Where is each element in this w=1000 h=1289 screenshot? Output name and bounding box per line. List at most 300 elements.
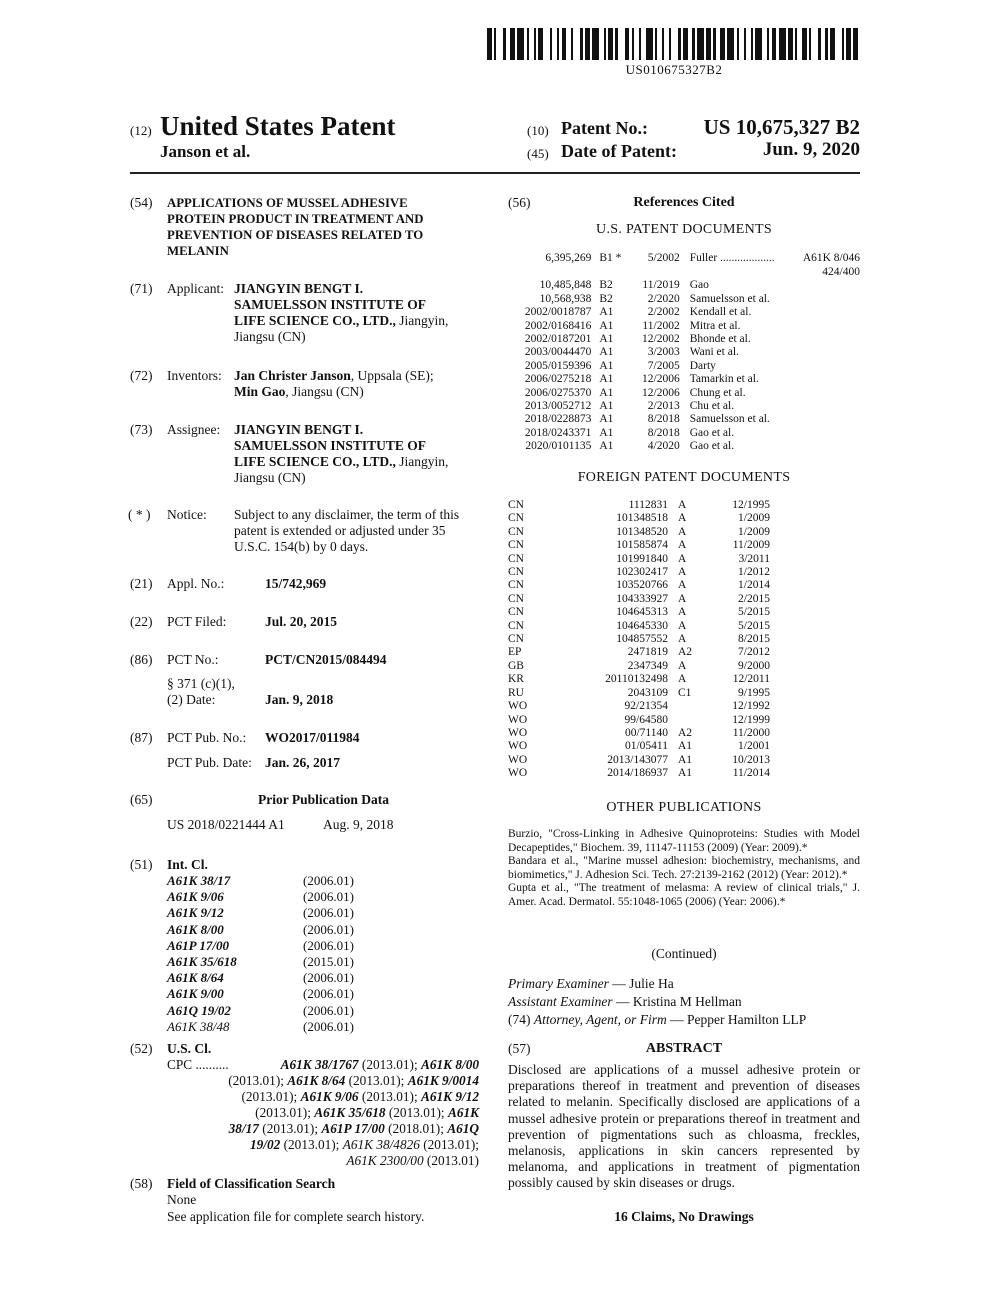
- cpc-code: A61K 35/618: [314, 1105, 386, 1120]
- us-reference-name: Bhonde et al.: [689, 333, 751, 346]
- int-cl-version: (2006.01): [303, 905, 354, 921]
- cpc-version: (2013.01);: [358, 1057, 421, 1072]
- date-of-patent: Jun. 9, 2020: [762, 139, 860, 160]
- foreign-reference-date: 11/2000: [732, 726, 770, 739]
- field-58-code: (58): [130, 1176, 153, 1191]
- foreign-reference-number: 103520766: [616, 579, 668, 592]
- int-cl-version: (2006.01): [303, 1018, 354, 1034]
- field-72-code: (72): [130, 368, 153, 383]
- pct-no-label: PCT No.:: [167, 652, 219, 667]
- foreign-reference-kind: A: [678, 606, 687, 619]
- applicant-city: Jiangyin,: [395, 313, 449, 328]
- cpc-version: (2013.01): [423, 1153, 479, 1168]
- assistant-examiner-name: — Kristina M Hellman: [612, 994, 742, 1009]
- foreign-reference-date: 9/2000: [738, 659, 770, 672]
- date-of-patent-label: Date of Patent:: [561, 141, 677, 161]
- barcode-bar: [755, 28, 762, 60]
- applicant-value: [234, 281, 448, 345]
- barcode-bar: [592, 28, 599, 60]
- us-reference-date: [631, 265, 680, 279]
- cpc-classification: [167, 1057, 479, 1169]
- foreign-reference-kind: A1: [678, 767, 693, 780]
- cpc-code: A61K 9/0014: [407, 1073, 479, 1088]
- barcode-bar: [727, 28, 734, 60]
- us-reference-kind: A1: [599, 426, 614, 439]
- us-reference-no: 2003/0044470: [524, 346, 592, 359]
- us-reference-kind: A1: [599, 386, 614, 399]
- int-cl-row: [167, 922, 354, 938]
- cpc-code: A61K 38/1767: [280, 1057, 359, 1072]
- us-reference-name: Fuller ...................: [689, 252, 775, 264]
- us-reference-row: [508, 306, 860, 319]
- foreign-reference-date: 12/1992: [732, 700, 770, 713]
- foreign-reference-row: [508, 579, 770, 592]
- foreign-reference-country: CN: [508, 552, 524, 565]
- foreign-reference-number: 1112831: [628, 499, 668, 511]
- notice-line: Subject to any disclaimer, the term of this: [234, 507, 460, 522]
- us-reference-kind: [591, 265, 630, 279]
- code-45: (45): [527, 146, 549, 161]
- field-51-code: (51): [130, 857, 153, 872]
- us-reference-kind: B2: [599, 292, 613, 305]
- us-reference-no: 2018/0243371: [524, 426, 592, 439]
- barcode-bar: [517, 28, 524, 60]
- invention-title-line: PREVENTION OF DISEASES RELATED TO: [167, 228, 424, 242]
- foreign-reference-kind: A2: [678, 726, 693, 739]
- barcode-bar: [646, 28, 653, 60]
- assignee-label: Assignee:: [167, 422, 221, 437]
- applicant-name-line: JIANGYIN BENGT I.: [234, 281, 364, 296]
- us-reference-cls: [802, 387, 860, 400]
- cpc-code: A61K 2300/00: [346, 1153, 424, 1168]
- us-reference-row: [508, 333, 860, 346]
- foreign-reference-number: 2471819: [627, 646, 668, 659]
- int-cl-row: [167, 954, 354, 970]
- int-cl-row: [167, 889, 354, 905]
- primary-examiner-label: Primary Examiner: [508, 976, 609, 991]
- us-reference-cls: [802, 373, 860, 386]
- foreign-reference-date: 3/2011: [738, 552, 770, 565]
- assignee-city: Jiangyin,: [395, 454, 449, 469]
- us-reference-row: [508, 252, 860, 265]
- foreign-reference-country: CN: [508, 566, 524, 579]
- barcode-number: US010675327B2: [625, 62, 723, 77]
- field-of-search-label: Field of Classification Search: [167, 1176, 336, 1191]
- foreign-reference-kind: A2: [678, 646, 693, 659]
- pct-filed: Jul. 20, 2015: [265, 614, 338, 629]
- us-reference-no: 2018/0228873: [524, 413, 592, 426]
- us-cl-label: U.S. Cl.: [167, 1041, 212, 1056]
- foreign-reference-kind: A: [678, 539, 687, 552]
- cpc-version: (2013.01);: [385, 1105, 448, 1120]
- us-reference-cls: [802, 346, 860, 359]
- foreign-reference-kind: A: [678, 673, 687, 686]
- applicant-name-line: LIFE SCIENCE CO., LTD.,: [234, 313, 396, 328]
- foreign-reference-number: 2014/186937: [607, 767, 668, 780]
- us-reference-date: 3/2003: [647, 346, 680, 359]
- cpc-code: A61P 17/00: [321, 1121, 385, 1136]
- header-rule: [130, 172, 860, 174]
- us-reference-row: [508, 265, 860, 279]
- foreign-reference-kind: A: [678, 619, 687, 632]
- int-cl-row: [167, 970, 354, 986]
- foreign-reference-number: 104645330: [616, 619, 668, 632]
- foreign-reference-row: [508, 633, 770, 646]
- foreign-reference-kind: A1: [678, 753, 693, 766]
- barcode-bar: [618, 28, 625, 60]
- foreign-reference-date: 1/2012: [738, 566, 770, 579]
- us-reference-name: Samuelsson et al.: [689, 292, 770, 305]
- assignee-name-line: JIANGYIN BENGT I.: [234, 422, 364, 437]
- us-reference-kind: B2: [599, 279, 613, 292]
- int-cl-version: (2006.01): [303, 889, 354, 905]
- primary-examiner: [508, 976, 674, 992]
- inventor-location: , Jiangsu (CN): [285, 384, 364, 399]
- foreign-reference-kind: A: [678, 579, 687, 592]
- cpc-code: A61K 9/06: [300, 1089, 359, 1104]
- foreign-reference-country: WO: [508, 713, 528, 726]
- other-publication: Gupta et al., "The treatment of melasma: A review of clinical trials," J. Amer. Acad. Dermatol. 55:1048-1065 (2006) (Year: 2006).*: [508, 882, 860, 908]
- foreign-reference-country: CN: [508, 592, 524, 605]
- cpc-version: (2013.01);: [280, 1137, 343, 1152]
- foreign-reference-row: [508, 593, 770, 606]
- foreign-reference-date: 8/2015: [738, 633, 770, 646]
- us-reference-no: 10,485,848: [539, 279, 592, 292]
- foreign-reference-kind: A: [678, 592, 687, 605]
- notice-text: [234, 507, 480, 555]
- field-54-code: (54): [130, 195, 153, 210]
- foreign-reference-number: 101348520: [616, 525, 668, 538]
- pct-pub-no: WO2017/011984: [265, 730, 360, 745]
- field-71-code: (71): [130, 281, 153, 296]
- foreign-reference-row: [508, 620, 770, 633]
- foreign-reference-date: 12/1999: [732, 713, 770, 726]
- foreign-reference-row: [508, 673, 770, 686]
- foreign-reference-number: 104857552: [616, 633, 668, 646]
- foreign-reference-number: 101585874: [616, 539, 668, 552]
- us-reference-row: [508, 320, 860, 333]
- other-publications: [508, 828, 860, 909]
- int-cl-code: A61K 38/17: [167, 873, 231, 888]
- foreign-reference-date: 10/2013: [732, 753, 770, 766]
- foreign-reference-number: 01/05411: [624, 740, 668, 753]
- attorney-code: (74): [508, 1012, 531, 1027]
- foreign-reference-country: CN: [508, 606, 524, 619]
- barcode-bar: [858, 28, 860, 60]
- us-reference-no: 2020/0101135: [525, 440, 592, 453]
- foreign-reference-row: [508, 687, 770, 700]
- cpc-version: (2013.01);: [345, 1073, 408, 1088]
- us-reference-cls: A61K 8/046: [802, 252, 860, 264]
- attorney: [508, 1012, 806, 1028]
- foreign-reference-country: EP: [508, 646, 522, 659]
- inventor-name: Jan Christer Janson: [234, 368, 351, 383]
- us-reference-row: [508, 440, 860, 453]
- foreign-reference-number: 101991840: [616, 552, 668, 565]
- cpc-version: (2013.01);: [228, 1073, 288, 1088]
- abstract-title: ABSTRACT: [645, 1041, 723, 1056]
- us-reference-row: [508, 360, 860, 373]
- us-reference-cls: [802, 360, 860, 373]
- foreign-reference-number: 00/71140: [624, 726, 668, 739]
- prior-pub-date: Aug. 9, 2018: [323, 817, 394, 832]
- foreign-reference-country: GB: [508, 659, 524, 672]
- foreign-reference-number: 2013/143077: [607, 753, 668, 766]
- code-10: (10): [527, 123, 549, 138]
- int-cl-row: [167, 873, 354, 889]
- us-reference-row: [508, 346, 860, 359]
- field-65-code: (65): [130, 792, 153, 807]
- us-reference-cls: [802, 413, 860, 426]
- int-cl-version: (2006.01): [303, 937, 354, 953]
- appl-no-label: Appl. No.:: [167, 576, 225, 591]
- abstract-text: Disclosed are applications of a mussel adhesive protein or preparations thereof in treatment and prevention of diseases related to melanin. Specifically disclosed are applications of a mussel adhesive protein or preparations thereof in treatment and prevention of pigmentations such as chloasma, freckles, melanosis, applications in skin cancers represented by melanoma, and applications in treatment of pigmentation possibly caused by skin diseases or drugs.: [508, 1062, 860, 1191]
- cpc-code: A61K 8/00: [421, 1057, 479, 1072]
- notice-code: ( * ): [128, 507, 151, 522]
- us-reference-cls: 424/400: [822, 265, 860, 278]
- foreign-reference-date: 9/1995: [738, 686, 770, 699]
- barcode-bar: [671, 28, 678, 60]
- us-reference-row: [508, 373, 860, 386]
- us-patent-docs-title: U.S. PATENT DOCUMENTS: [596, 222, 772, 237]
- us-reference-no: 10,568,938: [539, 292, 592, 305]
- foreign-reference-date: 12/1995: [732, 499, 770, 511]
- field-86-code: (86): [130, 652, 153, 667]
- foreign-reference-date: 1/2009: [738, 525, 770, 538]
- us-reference-cls: [802, 440, 860, 453]
- us-reference-no: 2006/0275370: [524, 386, 592, 399]
- inventor-name: Min Gao: [234, 384, 286, 399]
- us-reference-no: [508, 265, 591, 279]
- foreign-reference-row: [508, 646, 770, 659]
- int-cl-version: (2006.01): [303, 970, 354, 986]
- int-cl-code: A61P 17/00: [167, 937, 229, 953]
- int-cl-label: Int. Cl.: [167, 857, 208, 872]
- field-57-code: (57): [508, 1041, 531, 1056]
- us-reference-name: [680, 265, 802, 279]
- foreign-reference-number: 102302417: [616, 566, 668, 579]
- field-73-code: (73): [130, 422, 153, 437]
- foreign-reference-row: [508, 727, 770, 740]
- us-reference-no: 6,395,269: [545, 252, 592, 264]
- cpc-version: (2013.01);: [258, 1121, 322, 1136]
- us-reference-row: [508, 279, 860, 292]
- us-reference-cls: [802, 306, 860, 319]
- us-reference-date: 2/2020: [647, 292, 680, 305]
- barcode-bar: [835, 28, 842, 60]
- kind-code-12: (12): [130, 123, 152, 138]
- foreign-reference-country: CN: [508, 525, 524, 538]
- us-reference-kind: A1: [599, 333, 614, 346]
- references-cited-title: References Cited: [633, 195, 735, 210]
- us-reference-name: Tamarkin et al.: [689, 373, 759, 386]
- us-reference-name: Wani et al.: [689, 346, 739, 359]
- foreign-reference-kind: A: [678, 512, 687, 525]
- foreign-reference-country: WO: [508, 753, 528, 766]
- foreign-reference-date: 11/2009: [732, 539, 770, 552]
- foreign-reference-country: WO: [508, 740, 528, 753]
- assignee-value: [234, 422, 448, 486]
- us-reference-date: 5/2002: [647, 252, 680, 264]
- field-of-search-note: See application file for complete search history.: [167, 1209, 425, 1224]
- int-cl-code: A61K 35/618: [167, 954, 237, 970]
- cpc-version: (2013.01);: [255, 1105, 315, 1120]
- us-reference-no: 2005/0159396: [524, 359, 592, 372]
- int-cl-version: (2015.01): [303, 954, 354, 970]
- other-publication: Bandara et al., "Marine mussel adhesion: biochemistry, mechanisms, and biomimetics," J. Adhesion Sci. Tech. 27:2139-2162 (2012) (Year: 2012).*: [508, 855, 860, 881]
- us-reference-cls: [802, 320, 860, 333]
- us-reference-kind: A1: [599, 400, 614, 413]
- us-reference-row: [508, 427, 860, 440]
- us-reference-cls: [802, 293, 860, 306]
- foreign-reference-row: [508, 566, 770, 579]
- foreign-reference-row: [508, 740, 770, 753]
- foreign-reference-country: KR: [508, 673, 524, 686]
- cpc-version: (2018.01);: [384, 1121, 448, 1136]
- barcode: [487, 28, 861, 60]
- us-reference-row: [508, 293, 860, 306]
- foreign-reference-row: [508, 512, 770, 525]
- applicant-label: Applicant:: [167, 281, 224, 296]
- cpc-code: 19/02: [249, 1137, 281, 1152]
- us-reference-kind: A1: [599, 413, 614, 426]
- foreign-reference-row: [508, 700, 770, 713]
- cpc-code: A61Q: [447, 1121, 479, 1136]
- continued-note: (Continued): [651, 946, 717, 961]
- barcode-bar: [779, 28, 786, 60]
- cpc-code: A61K: [447, 1105, 479, 1120]
- int-cl-version: (2006.01): [303, 921, 354, 937]
- foreign-reference-kind: A: [678, 633, 687, 646]
- foreign-reference-row: [508, 660, 770, 673]
- primary-examiner-name: — Julie Ha: [608, 976, 674, 991]
- foreign-reference-country: CN: [508, 539, 524, 552]
- us-reference-date: 11/2019: [642, 279, 680, 292]
- int-cl-code: A61K 9/12: [167, 905, 224, 921]
- pct-no: PCT/CN2015/084494: [265, 652, 387, 667]
- us-reference-name: Chu et al.: [689, 400, 735, 413]
- foreign-reference-number: 2347349: [627, 659, 668, 672]
- invention-title-line: MELANIN: [167, 244, 229, 258]
- int-cl-version: (2006.01): [303, 1002, 354, 1018]
- us-reference-kind: A1: [599, 346, 614, 359]
- us-reference-name: Mitra et al.: [689, 319, 741, 332]
- assignee-name-line: LIFE SCIENCE CO., LTD.,: [234, 454, 396, 469]
- us-reference-name: Gao et al.: [689, 440, 735, 453]
- foreign-reference-kind: A: [678, 659, 687, 672]
- foreign-reference-number: 92/21354: [624, 700, 668, 713]
- cpc-code: A61K 38/4826: [342, 1137, 420, 1152]
- int-cl-code: A61Q 19/02: [167, 1002, 231, 1018]
- document-title: United States Patent: [160, 111, 396, 141]
- barcode-bar: [697, 28, 704, 60]
- cpc-code: 38/17: [228, 1121, 259, 1136]
- us-reference-date: 2/2013: [647, 400, 680, 413]
- barcode-bar: [811, 28, 818, 60]
- assignee-region: Jiangsu (CN): [234, 470, 306, 485]
- us-reference-kind: A1: [599, 359, 614, 372]
- foreign-reference-number: 20110132498: [605, 673, 668, 686]
- foreign-reference-row: [508, 714, 770, 727]
- foreign-reference-country: WO: [508, 767, 528, 780]
- foreign-reference-date: 5/2015: [738, 606, 770, 619]
- notice-label: Notice:: [167, 507, 207, 522]
- foreign-reference-number: 99/64580: [624, 713, 668, 726]
- foreign-patent-docs-title: FOREIGN PATENT DOCUMENTS: [577, 470, 791, 485]
- cpc-code: A61K 8/64: [287, 1073, 346, 1088]
- pct-pub-date: Jan. 26, 2017: [265, 755, 341, 770]
- foreign-reference-country: WO: [508, 726, 528, 739]
- us-reference-kind: A1: [599, 319, 614, 332]
- foreign-reference-number: 104333927: [616, 592, 668, 605]
- field-21-code: (21): [130, 576, 153, 591]
- us-reference-cls: [802, 279, 860, 292]
- us-reference-name: Kendall et al.: [689, 306, 752, 319]
- foreign-reference-date: 1/2009: [738, 512, 770, 525]
- us-reference-kind: B1 *: [599, 252, 622, 264]
- notice-line: U.S.C. 154(b) by 0 days.: [234, 539, 369, 554]
- us-reference-row: [508, 400, 860, 413]
- cpc-version: (2013.01);: [241, 1089, 301, 1104]
- attorney-name: — Pepper Hamilton LLP: [666, 1012, 807, 1027]
- us-reference-no: 2002/0168416: [524, 319, 592, 332]
- int-cl-row: [167, 1019, 354, 1035]
- us-reference-kind: A1: [599, 373, 614, 386]
- foreign-reference-country: CN: [508, 579, 524, 592]
- field-87-code: (87): [130, 730, 153, 745]
- us-reference-date: 8/2018: [647, 426, 680, 439]
- us-reference-date: 2/2002: [647, 306, 680, 319]
- foreign-references-table: [508, 499, 770, 781]
- int-cl-code: A61K 8/64: [167, 970, 224, 986]
- field-56-code: (56): [508, 195, 531, 210]
- barcode-bar: [496, 28, 503, 60]
- us-reference-name: Gao et al.: [689, 426, 735, 439]
- foreign-reference-kind: [668, 700, 710, 713]
- int-cl-code: A61K 8/00: [167, 921, 224, 937]
- foreign-reference-country: WO: [508, 700, 528, 713]
- us-reference-date: 7/2005: [647, 359, 680, 372]
- us-reference-name: Samuelsson et al.: [689, 413, 770, 426]
- cpc-version: (2013.01);: [419, 1137, 479, 1152]
- patent-number: US 10,675,327 B2: [703, 115, 860, 139]
- foreign-reference-date: 1/2001: [738, 740, 770, 753]
- foreign-reference-number: 104645313: [616, 606, 668, 619]
- foreign-reference-date: 7/2012: [738, 646, 770, 659]
- us-reference-no: 2006/0275218: [524, 373, 592, 386]
- claims-summary: 16 Claims, No Drawings: [614, 1209, 754, 1224]
- us-reference-date: 12/2002: [642, 333, 680, 346]
- foreign-reference-row: [508, 767, 770, 780]
- us-reference-date: 11/2002: [642, 319, 680, 332]
- int-cl-row: [167, 1003, 354, 1019]
- us-reference-date: 8/2018: [647, 413, 680, 426]
- field-52-code: (52): [130, 1041, 153, 1056]
- assistant-examiner-label: Assistant Examiner: [508, 994, 613, 1009]
- int-cl-row: [167, 986, 354, 1002]
- foreign-reference-row: [508, 539, 770, 552]
- foreign-reference-country: CN: [508, 619, 524, 632]
- us-reference-row: [508, 387, 860, 400]
- us-reference-no: 2002/0018787: [524, 306, 592, 319]
- foreign-reference-kind: A: [678, 566, 687, 579]
- barcode-bar: [573, 28, 580, 60]
- pct-filed-label: PCT Filed:: [167, 614, 227, 629]
- us-reference-cls: [802, 333, 860, 346]
- other-publication: Burzio, "Cross-Linking in Adhesive Quinoproteins: Studies with Model Decapeptides," Biochem. 39, 11147-11153 (2009) (Year: 2009).*: [508, 828, 860, 854]
- int-cl-table: [167, 873, 354, 1035]
- foreign-reference-date: 5/2015: [738, 619, 770, 632]
